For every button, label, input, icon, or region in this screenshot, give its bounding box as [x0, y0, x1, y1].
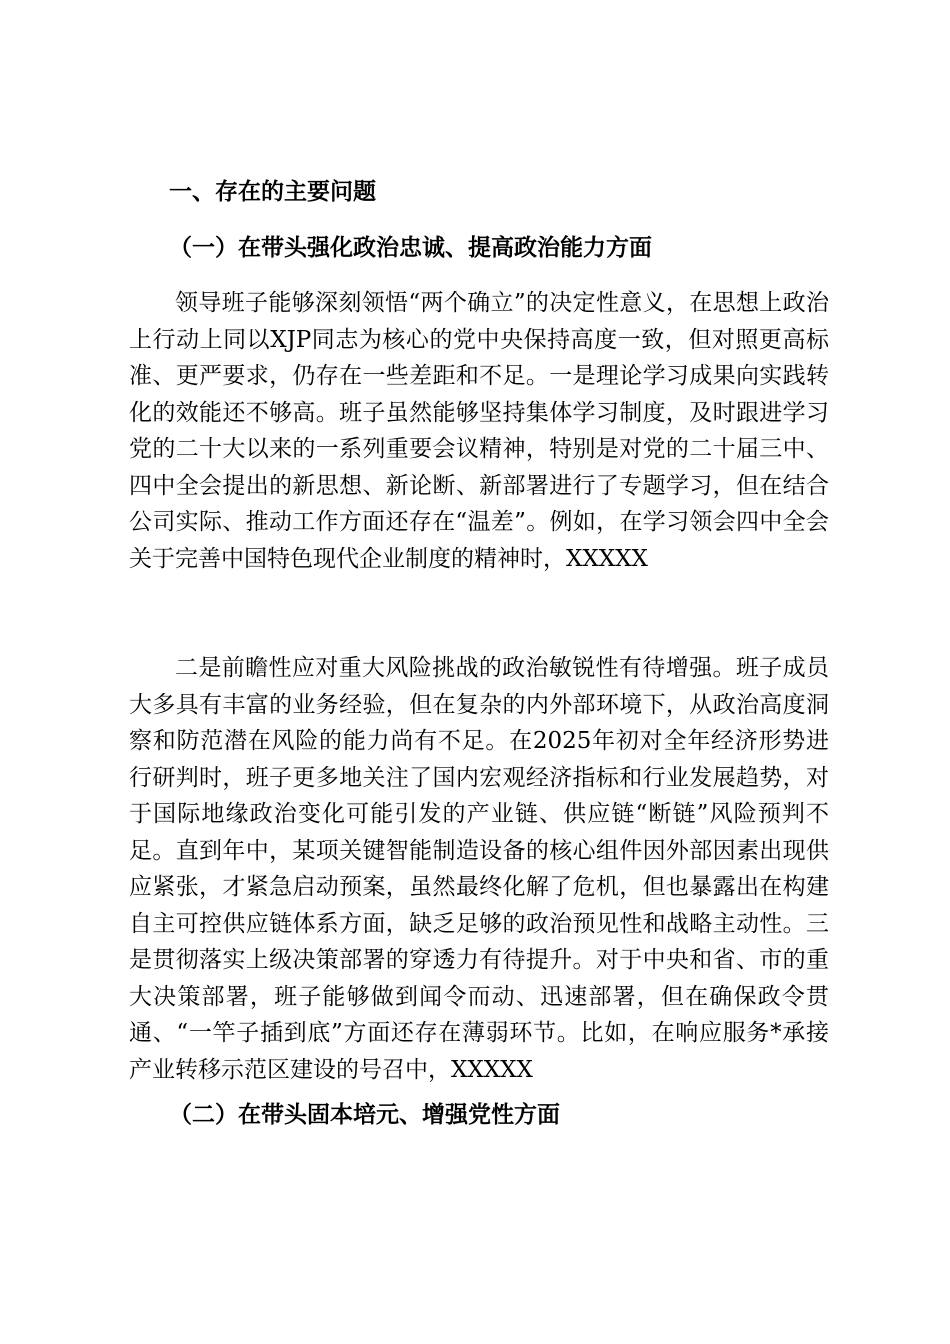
section-title: 一、存在的主要问题 — [169, 179, 376, 205]
subsection-title-political-loyalty: （一）在带头强化政治忠诚、提高政治能力方面 — [169, 235, 652, 261]
paragraph-theory-study: 领导班子能够深刻领悟“两个确立”的决定性意义，在思想上政治上行动上同以XJP同志为核心的党中央保持高度一致，但对照更高标准、更严要求，仍存在一些差距和不足。一是理论学习成果向实践转化的效能还不够高。班子虽然能够坚持集体学习制度，及时跟进学习党的二十大以来的一系列重要会议精神，特别是对党的二十届三中、四中全会提出的新思想、新论断、新部署进行了专题学习，但在结合公司实际、推动工作方面还存在“温差”。例如，在学习领会四中全会关于完善中国特色现代企业制度的精神时，XXXXX — [129, 290, 829, 572]
paragraph-risk-awareness: 二是前瞻性应对重大风险挑战的政治敏锐性有待增强。班子成员大多具有丰富的业务经验，但在复杂的内外部环境下，从政治高度洞察和防范潜在风险的能力尚有不足。在2025年初对全年经济形势进行研判时，班子更多地关注了国内宏观经济指标和行业发展趋势，对于国际地缘政治变化可能引发的产业链、供应链“断链”风险预判不足。直到年中，某项关键智能制造设备的核心组件因外部因素出现供应紧张，才紧急启动预案，虽然最终化解了危机，但也暴露出在构建自主可控供应链体系方面，缺乏足够的政治预见性和战略主动性。三是贯彻落实上级决策部署的穿透力有待提升。对于中央和省、市的重大决策部署，班子能够做到闻令而动、迅速部署，但在确保政令贯通、“一竿子插到底”方面还存在薄弱环节。比如，在响应服务*承接产业转移示范区建设的号召中，XXXXX — [129, 655, 829, 1083]
subsection-title-party-spirit: （二）在带头固本培元、增强党性方面 — [169, 1102, 560, 1128]
